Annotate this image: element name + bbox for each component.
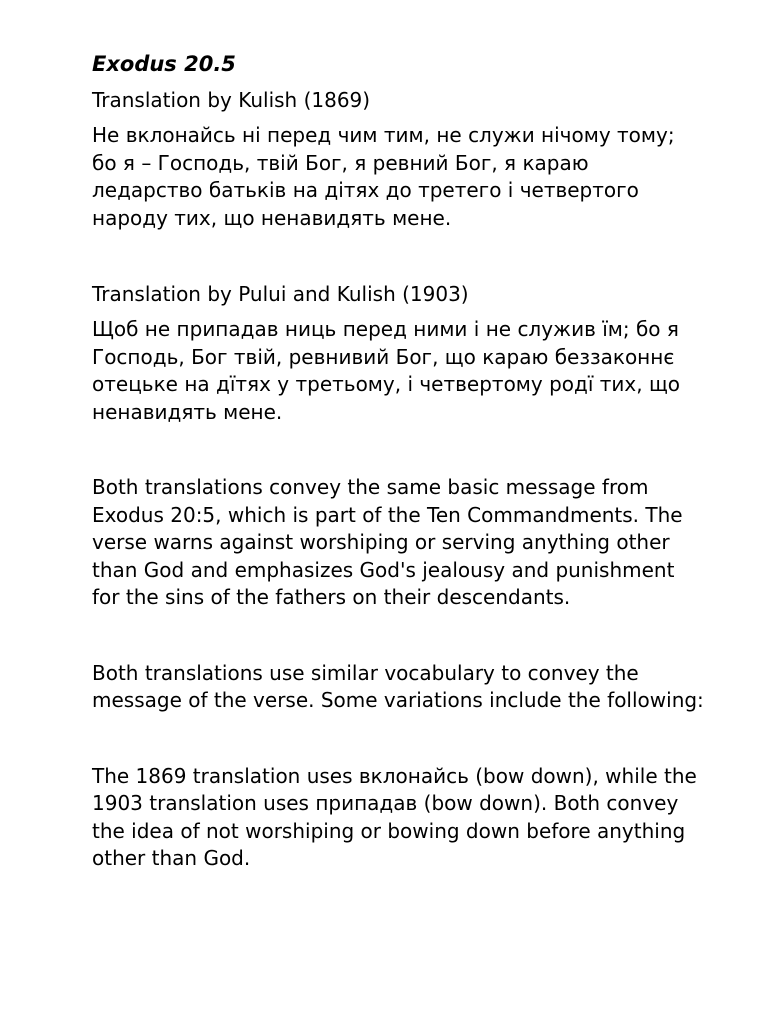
spacer <box>92 232 704 280</box>
translation-2-text: Щоб не припадав ниць перед ними і не служив їм; бо я Господь, Бог твій, ревнивий Бог, що караю беззаконнє отецьке на дїтях у третьому, і четвертому родї тих, що ненавидять мене. <box>92 317 681 424</box>
document-title: Exodus 20.5 <box>92 52 236 76</box>
translation-1-heading: Translation by Kulish (1869) <box>92 88 371 112</box>
spacer <box>92 426 704 474</box>
comparison-paragraph-2: Both translations use similar vocabulary to convey the message of the verse. Some variations include the following: <box>92 660 704 712</box>
document-page <box>92 48 704 873</box>
translation-2-heading: Translation by Pului and Kulish (1903) <box>92 282 469 306</box>
spacer <box>92 715 704 763</box>
comparison-paragraph-3: The 1869 translation uses вклонайсь (bow down), while the 1903 translation uses припадав (bow down). Both convey the idea of not worshiping or bowing down before anything other than God. <box>92 763 697 870</box>
translation-1-text: Не вклонайсь ні перед чим тим, не служи нічому тому; бо я – Господь, твій Бог, я ревний Бог, я караю ледарство батьків на дітях до третего і четвертого народу тих, що ненавидять мене. <box>92 123 675 230</box>
spacer <box>92 612 704 660</box>
comparison-paragraph-1: Both translations convey the same basic message from Exodus 20:5, which is part of the Ten Commandments. The verse warns against worshiping or serving anything other than God and emphasizes God's jealousy and punishment for the sins of the fathers on their descendants. <box>92 475 683 609</box>
